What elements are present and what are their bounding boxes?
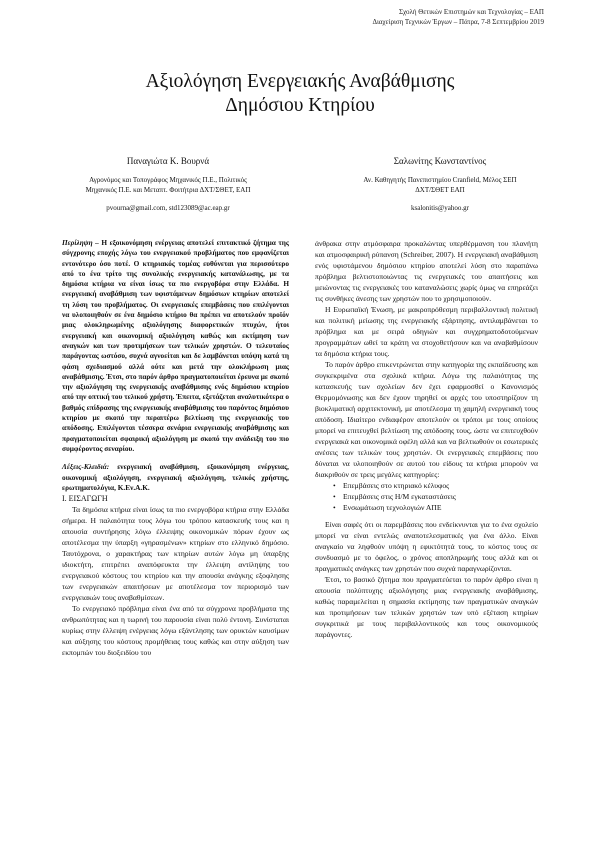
list-item: • Επεμβάσεις στο κτηριακό κέλυφος	[343, 480, 538, 491]
author-block-1	[38, 155, 298, 213]
title-line-1: Αξιολόγηση Ενεργειακής Αναβάθμισης	[145, 71, 455, 92]
body-paragraph: Η Ευρωπαϊκή Ένωση, με μακροπρόθεσμη περιβαλλοντική πολιτική και πολιτική μείωσης της ενεργειακής εξάρτησης, αντιλαμβάνεται το πρόβλημα και με σειρά οδηγιών και συγχρηματοδοτούμενων προγραμμάτων ωθεί τα κράτη να στοχοθετήσουν και να αναβαθμίσουν τα δημόσια κτήρια τους.	[315, 305, 538, 358]
author-affiliation-1: Αν. Καθηγητής Πανεπιστημίου Cranfield, Μέλος ΣΕΠ	[363, 176, 517, 184]
right-column	[315, 238, 538, 640]
author-name: Παναγιώτα Κ. Βουρνά	[126, 156, 210, 166]
author-email: ksalonitis@yahoo.gr	[411, 204, 469, 212]
header-line-1: Σχολή Θετικών Επιστημών και Τεχνολογίας – ΕΑΠ	[398, 8, 544, 16]
author-affiliation-2: ΔΧΤ/ΣΘΕΤ ΕΑΠ	[415, 186, 465, 194]
header-line-2: Διαχείριση Τεχνικών Έργων – Πάτρα, 7-8 Σεπτεμβρίου 2019	[372, 17, 544, 26]
keywords-text: ενεργειακή αναβάθμιση, εξοικονόμηση ενέργειας, οικονομική αξιολόγηση, ενεργειακή αξιολόγηση, τελικός χρήστης, ερωτηματολόγια, Κ.Εν.Α.Κ.	[62, 462, 289, 492]
abstract-text: Η εξοικονόμηση ενέργειας αποτελεί επιτακτικό ζήτημα της σύγχρονης εποχής λόγω του ενεργειακού προβλήματος που εμφανίζεται εντονότερο όσο ποτέ. Ο κτηριακός τομέας ευθύνεται για περισσότερο από το ένα τρίτο της συνολικής ενεργειακής κατανάλωσης, με τα δημόσια κτήρια να είναι ίσως τα πιο ενεργοβόρα στην Ελλάδα. Η ενεργειακή αναβάθμιση των υφιστάμενων δημόσιων κτηρίων αποτελεί τη λύση του προβλήματος. Οι ενεργειακές επεμβάσεις που επιλέγονται να υλοποιηθούν σε ένα δημόσιο κτήριο θα πρέπει να αποτελούν προϊόν μιας ολοκληρωμένης αξιολόγησης διαφορετικών πτυχών, ήτοι ενεργειακή και οικονομική αξιολόγηση καθώς και εκτίμηση των αναγκών και των προτιμήσεων των τελικών χρηστών. Ο τελευταίος παράγοντας ωστόσο, συχνά αγνοείται και δε λαμβάνεται υπόψη κατά τη φάση σχεδιασμού αλλά ούτε και μετά την ολοκλήρωση μιας αναβάθμισης. Έτσι, στο παρόν άρθρο πραγματοποιείται έρευνα με σκοπό την αξιολόγηση της ενεργειακής αναβάθμισης ενός δημόσιου κτηρίου από την οπτική του τελικού χρήστη. Έπειτα, εξετάζεται αναλυτικότερα ο βαθμός επίδρασης της ενεργειακής αναβάθμισης του παρόντος δημόσιου κτηρίου με σκοπό την περαιτέρω βελτίωση της ενεργειακής του απόδοσης. Επιλέγονται τέσσερα σενάρια ενεργειακής αναβάθμισης και πραγματοποιείται σφαιρική αξιολόγηση με σκοπό την ανάδειξη του πιο συμφέροντος σεναρίου.	[62, 238, 289, 453]
list-item: • Ενσωμάτωση τεχνολογιών ΑΠΕ	[343, 502, 538, 513]
body-paragraph: Έτσι, το βασικό ζήτημα που πραγματεύεται το παρόν άρθρο είναι η απουσία πολύπτυχης αξιολόγησης μιας ενεργειακής αναβάθμισης, καθώς παραμελείται η σημασία εκτίμησης των πραγματικών αναγκών και προτιμήσεων των τελικών χρηστών των υπό εξέταση κτηρίων συγκριτικά με τους περιβαλλοντικούς και τους οικονομικούς παράγοντες.	[315, 575, 538, 639]
keywords-label: Λέξεις-Κλειδιά:	[62, 462, 110, 472]
paper-title	[0, 70, 600, 118]
abstract	[62, 238, 289, 454]
list-item: • Επεμβάσεις στις Η/Μ εγκαταστάσεις	[343, 491, 538, 502]
keywords	[62, 462, 289, 493]
author-email: pvourna@gmail.com, std123089@ac.eap.gr	[106, 204, 230, 212]
body-paragraph: Το παρόν άρθρο επικεντρώνεται στην κατηγορία της εκπαίδευσης και συγκεκριμένα στα σχολικά κτήρια. Λόγω της παλαιότητας της κατασκευής των σχολείων δεν έχει εφαρμοσθεί ο Κανονισμός Θερμομόνωσης και δεν έχουν τηρηθεί οι αρχές του υποστηρίζουν τη βιοκλιματική αρχιτεκτονική, με αποτέλεσμα τη χαμηλή ενεργειακή τους απόδοση. Ιδιαίτερο ενδιαφέρον αποτελούν οι τρόποι με τους οποίους μπορεί να επιτευχθεί βελτίωση της απόδοσης τους, ώστε να επιτευχθούν ενεργειακά και οικονομικά οφέλη αλλά και να βελτιωθούν οι εσωτερικές ανέσεις των τελικών τους χρηστών. Οι ενεργειακές επεμβάσεις που δύναται να υλοποιηθούν σε αυτού του είδους τα κτήρια μπορούν να διακριθούν σε τρεις μεγάλες κατηγορίες:	[315, 360, 538, 479]
body-paragraph: άνθρακα στην ατμόσφαιρα προκαλώντας υπερθέρμανση του πλανήτη και ατμοσφαιρική ρύπανση (Schreiber, 2007). Η ενεργειακή αναβάθμιση ενός υφιστάμενου δημόσιου κτηρίου αποτελεί λύση στο παραπάνω πρόβλημα βελτιστοποιώντας τις ενεργειακές του απαιτήσεις και μειώνοντας τις ενεργειακές του καταναλώσεις χωρίς όμως να επηρεάζει τις συνθήκες άνεσης των χρηστών που το χρησιμοποιούν.	[315, 239, 538, 303]
body-paragraph: Το ενεργειακό πρόβλημα είναι ένα από τα σύγχρονα προβλήματα της ανθρωπότητας και η τωρινή του παρουσία είναι πολύ έντονη. Συνίσταται κυρίως στην έλλειψη ενέργειας λόγω εξάντλησης των ορυκτών καυσίμων και αύξησης του κόστους προμήθειας τους καθώς και στην αύξηση των εκπομπών του διοξειδίου του	[62, 604, 289, 658]
author-affiliation-1: Αγρονόμος και Τοπογράφος Μηχανικός Π.Ε., Πολιτικός	[89, 176, 247, 184]
title-line-2: Δημόσιου Κτηρίου	[225, 95, 375, 116]
left-column	[62, 238, 289, 658]
abstract-label: Περίληψη –	[62, 238, 99, 247]
body-paragraph: Τα δημόσια κτήρια είναι ίσως τα πιο ενεργοβόρα κτήρια στην Ελλάδα σήμερα. Η παλαιότητα τους λόγω του τρόπου κατασκευής τους και η απουσία συντήρησης λόγω έλλειψης οικονομικών πόρων έχουν ως αποτέλεσμα την ύπαρξη «γηρασμένων» κτηρίων στο ελληνικό δημόσιο. Ταυτόχρονα, ο χαρακτήρας των κτηρίων αυτών λόγω μη ύπαρξης ιδιοκτήτη, επιτρέπει αναπόφευκτα την έλλειψη αντίληψης του ενεργειακού κόστους του κτηρίου και την απουσία ανάγκης εξοφλησης των ενεργειακών απαιτήσεων με αποτέλεσμα τον περιορισμό των ενεργειακών τους αναβαθμίσεων.	[62, 505, 289, 603]
author-affiliation-2: Μηχανικός Π.Ε. και Μεταπτ. Φοιτήτρια ΔΧΤ/ΣΘΕΤ, ΕΑΠ	[85, 186, 251, 194]
running-header	[373, 8, 545, 27]
section-heading: I. ΕΙΣΑΓΩΓΗ	[62, 494, 108, 504]
body-paragraph: Είναι σαφές ότι οι παρεμβάσεις που ενδείκνυνται για το ένα σχολείο μπορεί να είναι εντελώς αναποτελεσματικές για ένα άλλο. Είναι αναγκαίο να ληφθούν υπόψη η εφικτότητά τους, το κόστος τους σε συνδυασμό με το όφελος, ο χρόνος αποπληρωμής τους αλλά και οι πραγματικές ανάγκες των χρηστών που συχνά παραγνωρίζονται.	[315, 520, 538, 573]
bullet-list	[315, 480, 538, 513]
author-block-2	[310, 155, 570, 213]
author-name: Σαλωνίτης Κωνσταντίνος	[393, 156, 487, 166]
